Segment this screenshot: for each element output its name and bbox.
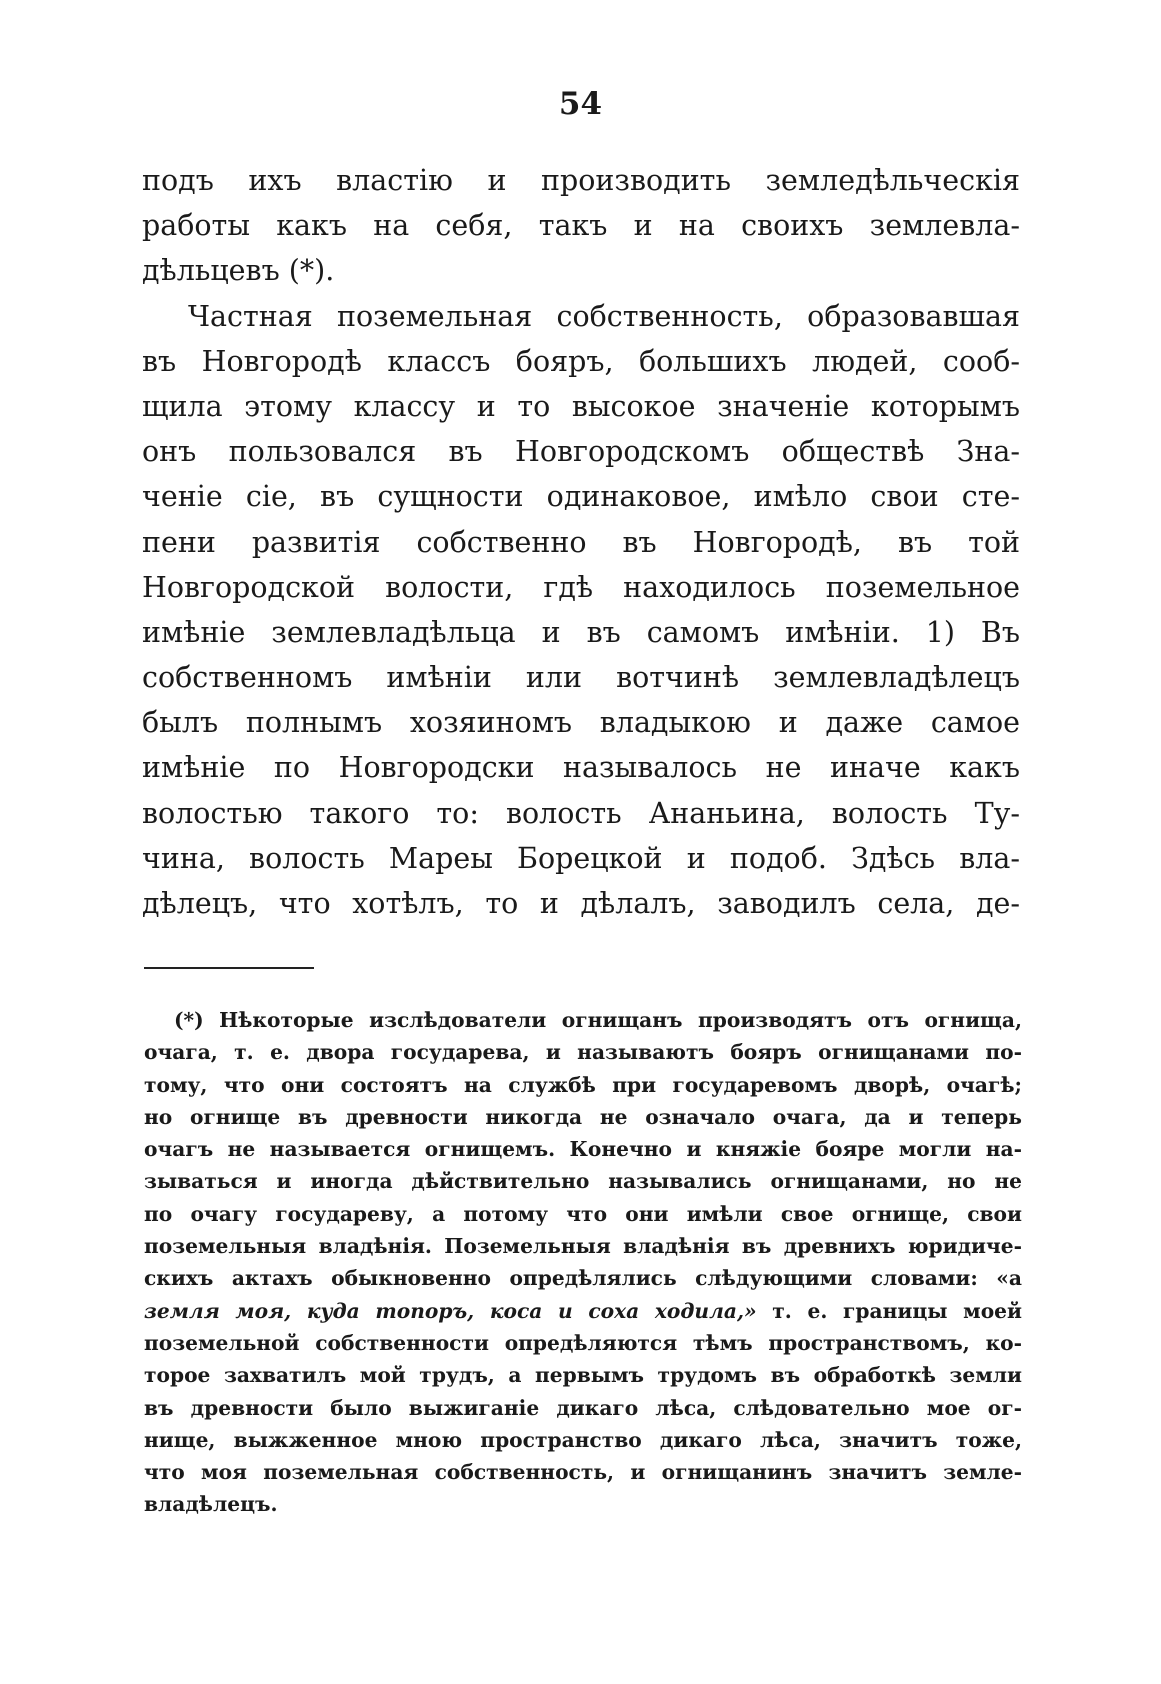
text-line: пени развитія собственно въ Новгородѣ, въ той <box>142 525 1020 559</box>
footnote-line: (*) Нѣкоторые изслѣдователи огнищанъ производятъ отъ огнища, <box>174 1008 1022 1032</box>
footnote-line: скихъ актахъ обыкновенно опредѣлялись слѣдующими словами: «а <box>144 1266 1022 1291</box>
footnote-line: поземельной собственности опредѣляются тѣмъ пространствомъ, ко- <box>144 1330 1022 1355</box>
footnote-line: но огнище въ древности никогда не означало очага, да и теперь <box>144 1104 1022 1129</box>
footnote-line: зываться и иногда дѣйствительно назывались огнищанами, но не <box>144 1169 1022 1194</box>
text-line: щила этому классу и то высокое значеніе которымъ <box>142 389 1020 423</box>
text-line: чина, волость Мареы Борецкой и подоб. Здѣсь вла- <box>142 841 1020 875</box>
text-line: въ Новгородѣ классъ бояръ, большихъ людей, сооб- <box>142 344 1020 378</box>
text-line: работы какъ на себя, такъ и на своихъ землевла- <box>142 209 1020 243</box>
main-text <box>142 158 1020 926</box>
footnote-line: тому, что они состоятъ на службѣ при государевомъ дворѣ, очагѣ; <box>144 1072 1022 1097</box>
footnote-line: по очагу государеву, а потому что они имѣли свое огнище, свои <box>144 1201 1022 1226</box>
footnote-line: очагъ не называется огнищемъ. Конечно и княжіе бояре могли на- <box>144 1137 1022 1162</box>
footnote-divider <box>144 967 314 969</box>
footnote-line: что моя поземельная собственность, и огнищанинъ значитъ земле- <box>144 1460 1022 1485</box>
page-number: 54 <box>558 86 603 122</box>
text-line: собственномъ имѣніи или вотчинѣ землевладѣлецъ <box>142 661 1020 695</box>
text-line: волостью такого то: волость Ананьина, волость Ту- <box>142 796 1020 830</box>
text-line: онъ пользовался въ Новгородскомъ обществѣ Зна- <box>142 435 1020 469</box>
text-line: имѣніе землевладѣльца и въ самомъ имѣніи. 1) Въ <box>142 615 1020 649</box>
footnote-line: торое захватилъ мой трудъ, а первымъ трудомъ въ обработкѣ земли <box>144 1363 1022 1388</box>
italic-quote: земля моя, куда топоръ, коса и соха ходила,» <box>144 1298 757 1323</box>
text-line: Частная поземельная собственность, образовавшая <box>188 299 1020 333</box>
footnote-line: нище, выжженное мною пространство дикаго лѣса, значитъ тоже, <box>144 1427 1022 1452</box>
text-line: имѣніе по Новгородски называлось не иначе какъ <box>142 751 1020 785</box>
footnote-line <box>144 1295 1022 1327</box>
footnote-line: поземельныя владѣнія. Поземельныя владѣнія въ древнихъ юридиче- <box>144 1234 1022 1259</box>
text-line: Новгородской волости, гдѣ находилось поземельное <box>142 570 1020 604</box>
text-line: былъ полнымъ хозяиномъ владыкою и даже самое <box>142 706 1020 740</box>
footnote <box>144 1004 1022 1521</box>
footnote-line-rest: т. е. границы моей <box>756 1298 1022 1323</box>
footnote-line: очага, т. е. двора государева, и называютъ бояръ огнищанами по- <box>144 1040 1022 1065</box>
text-line: дѣлецъ, что хотѣлъ, то и дѣлалъ, заводилъ села, де- <box>142 887 1020 920</box>
footnote-line: въ древности было выжиганіе дикаго лѣса, слѣдовательно мое ог- <box>144 1395 1022 1420</box>
text-line: подъ ихъ властію и производить земледѣльческія <box>142 164 1020 197</box>
text-line: дѣльцевъ (*). <box>142 254 335 288</box>
footnote-line: владѣлецъ. <box>144 1492 278 1517</box>
text-line: ченіе сіе, въ сущности одинаковое, имѣло свои сте- <box>142 480 1020 514</box>
